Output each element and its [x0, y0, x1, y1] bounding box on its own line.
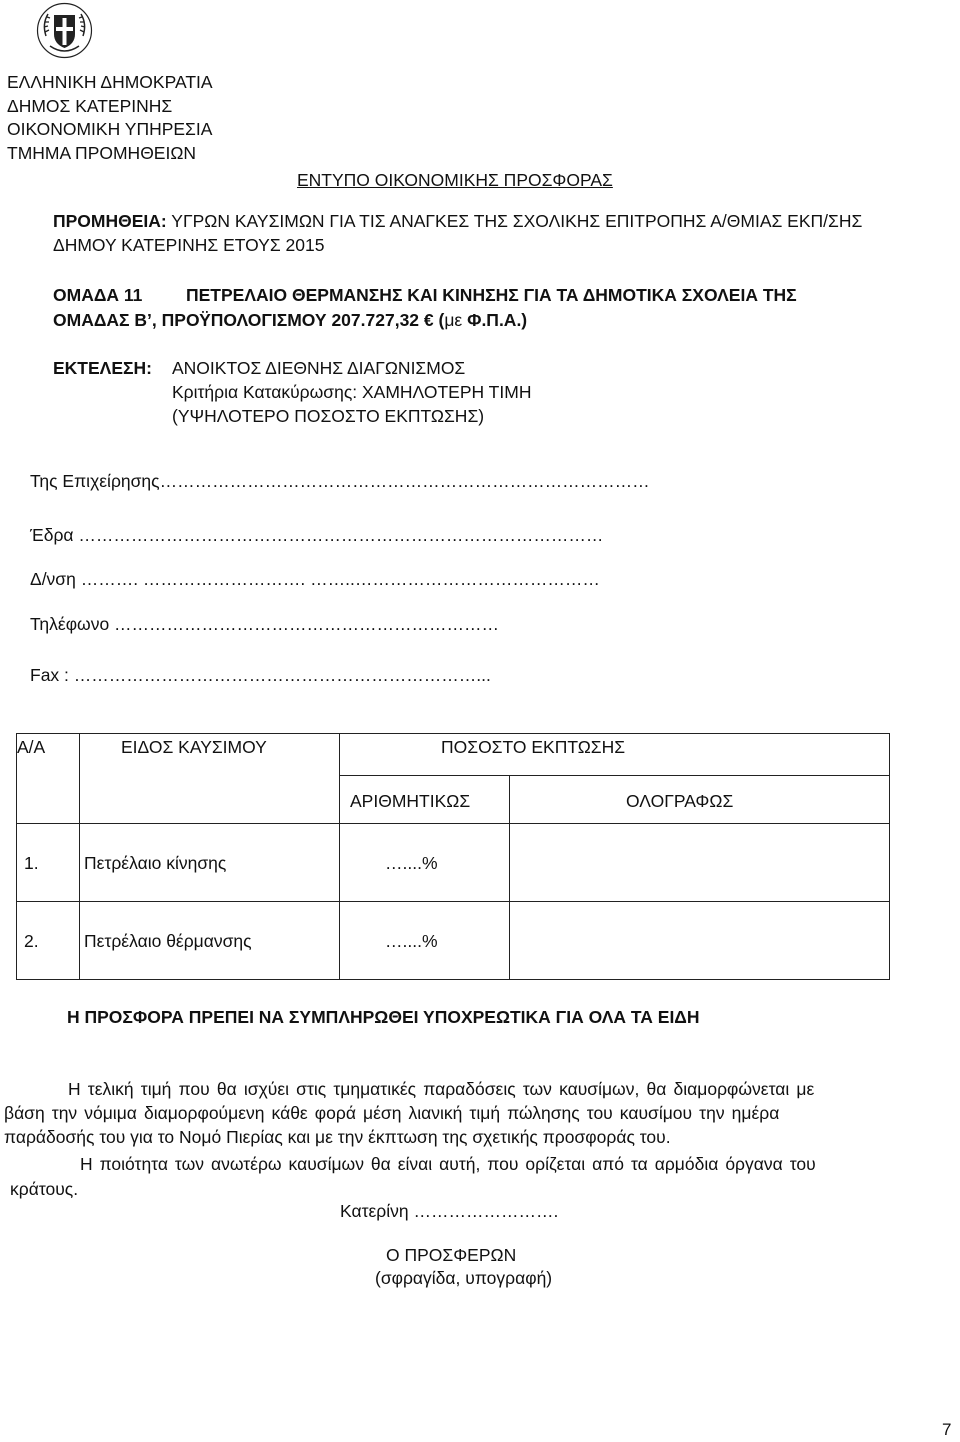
- procurement-line-1: [53, 209, 862, 233]
- field-label: Της Επιχείρησης: [30, 471, 160, 491]
- field-label: Τηλέφωνο: [30, 614, 110, 634]
- field-seat[interactable]: [30, 523, 603, 547]
- table-header-fuel: ΕΙΔΟΣ ΚΑΥΣΙΜΟΥ: [121, 737, 267, 757]
- field-label: Έδρα: [30, 525, 74, 545]
- field-phone[interactable]: [30, 612, 499, 636]
- issuer-line: ΔΗΜΟΣ ΚΑΤΕΡΙΝΗΣ: [7, 96, 173, 116]
- mandatory-notice: Η ΠΡΟΣΦΟΡΑ ΠΡΕΠΕΙ ΝΑ ΣΥΜΠΛΗΡΩΘΕΙ ΥΠΟΧΡΕΩΤΙΚΑ ΓΙΑ ΟΛΑ ΤΑ ΕΙΔΗ: [67, 1007, 700, 1027]
- field-fax[interactable]: [30, 663, 491, 687]
- signature-title: Ο ΠΡΟΣΦΕΡΩΝ: [386, 1245, 517, 1265]
- field-dots: …………………………………………………………………………: [159, 471, 650, 491]
- paragraph-1-line-2: βάση την νόμιμα διαμορφούμενη κάθε φορά μέση λιανική τιμή πώλησης του καυσίμου την ημέρα: [4, 1103, 780, 1123]
- execution-line-2: Κριτήρια Κατακύρωσης: ΧΑΜΗΛΟΤΕΡΗ ΤΙΜΗ: [172, 382, 532, 402]
- issuer-line: ΟΙΚΟΝΟΜΙΚΗ ΥΠΗΡΕΣΙΑ: [7, 119, 213, 139]
- field-address[interactable]: [30, 567, 600, 591]
- table-row-numeric-input[interactable]: …....%: [385, 931, 438, 951]
- paragraph-1-line-3: παράδοσής του για το Νομό Πιερίας και με την έκπτωση της σχετικής προσφοράς του.: [4, 1127, 671, 1147]
- issuer-line: ΕΛΛΗΝΙΚΗ ΔΗΜΟΚΡΑΤΙΑ: [7, 72, 213, 92]
- paragraph-1-line-1: Η τελική τιμή που θα ισχύει στις τμηματικές παραδόσεις των καυσίμων, θα διαμορφώνεται με: [68, 1079, 815, 1099]
- table-header-aa: Α/Α: [17, 737, 46, 757]
- field-label: Fax :: [30, 665, 69, 685]
- table-row-aa: 1.: [24, 853, 39, 873]
- group-text-normal: με: [444, 310, 463, 330]
- procurement-line-2: ΔΗΜΟΥ ΚΑΤΕΡΙΝΗΣ ΕΤΟΥΣ 2015: [53, 235, 325, 255]
- field-dots: …………………………………………………………: [109, 614, 500, 634]
- execution-label: ΕΚΤΕΛΕΣΗ:: [53, 358, 152, 378]
- field-company[interactable]: [30, 469, 650, 493]
- procurement-text: ΥΓΡΩΝ ΚΑΥΣΙΜΩΝ ΓΙΑ ΤΙΣ ΑΝΑΓΚΕΣ ΤΗΣ ΣΧΟΛΙΚΗΣ ΕΠΙΤΡΟΠΗΣ Α/ΘΜΙΑΣ ΕΚΠ/ΣΗΣ: [171, 211, 863, 231]
- signature-note: (σφραγίδα, υπογραφή): [375, 1268, 553, 1288]
- group-label: ΟΜΑΔΑ 11: [53, 285, 143, 305]
- issuer-line: ΤΜΗΜΑ ΠΡΟΜΗΘΕΙΩΝ: [7, 143, 197, 163]
- page-number: 7: [942, 1420, 952, 1439]
- table-row-written-input[interactable]: [515, 851, 885, 875]
- form-title: ΕΝΤΥΠΟ ΟΙΚΟΝΟΜΙΚΗΣ ΠΡΟΣΦΟΡΑΣ: [297, 170, 613, 190]
- group-text-line-1: ΠΕΤΡΕΛΑΙΟ ΘΕΡΜΑΝΣΗΣ ΚΑΙ ΚΙΝΗΣΗΣ ΓΙΑ ΤΑ ΔΗΜΟΤΙΚΑ ΣΧΟΛΕΙΑ ΤΗΣ: [186, 285, 797, 305]
- group-line-2: [53, 308, 527, 332]
- table-header-discount: ΠΟΣΟΣΤΟ ΕΚΠΤΩΣΗΣ: [441, 737, 626, 757]
- table-row-numeric-input[interactable]: …....%: [385, 853, 438, 873]
- execution-line-3: (ΥΨΗΛΟΤΕΡΟ ΠΟΣΟΣΤΟ ΕΚΠΤΩΣΗΣ): [172, 406, 485, 426]
- greek-state-emblem-icon: [36, 2, 93, 59]
- signature-place-date: Κατερίνη …………………….: [340, 1201, 559, 1221]
- table-header-written: ΟΛΟΓΡΑΦΩΣ: [626, 791, 734, 811]
- field-label: Δ/νση: [30, 569, 76, 589]
- paragraph-2-line-2: κράτους.: [10, 1179, 79, 1199]
- field-dots: ………………………………………………………………………………: [73, 525, 604, 545]
- field-dots: ……………………………………………………………...: [68, 665, 491, 685]
- procurement-label: ΠΡΟΜΗΘΕΙΑ:: [53, 211, 167, 231]
- table-row-fuel: Πετρέλαιο κίνησης: [84, 853, 227, 873]
- group-text-bold: ΟΜΑΔΑΣ Β’, ΠΡΟΫΠΟΛΟΓΙΣΜΟΥ 207.727,32 € (: [53, 310, 445, 330]
- field-dots: ………. ………………………. ……..……………………………………: [75, 569, 600, 589]
- table-row-aa: 2.: [24, 931, 39, 951]
- paragraph-2-line-1: Η ποιότητα των ανωτέρω καυσίμων θα είναι αυτή, που ορίζεται από τα αρμόδια όργανα του: [80, 1154, 816, 1174]
- execution-line-1: ΑΝΟΙΚΤΟΣ ΔΙΕΘΝΗΣ ΔΙΑΓΩΝΙΣΜΟΣ: [172, 358, 466, 378]
- table-row-fuel: Πετρέλαιο θέρμανσης: [84, 931, 252, 951]
- table-header-numeric: ΑΡΙΘΜΗΤΙΚΩΣ: [350, 791, 471, 811]
- table-row-written-input[interactable]: [515, 929, 885, 953]
- group-text-end: Φ.Π.Α.): [462, 310, 528, 330]
